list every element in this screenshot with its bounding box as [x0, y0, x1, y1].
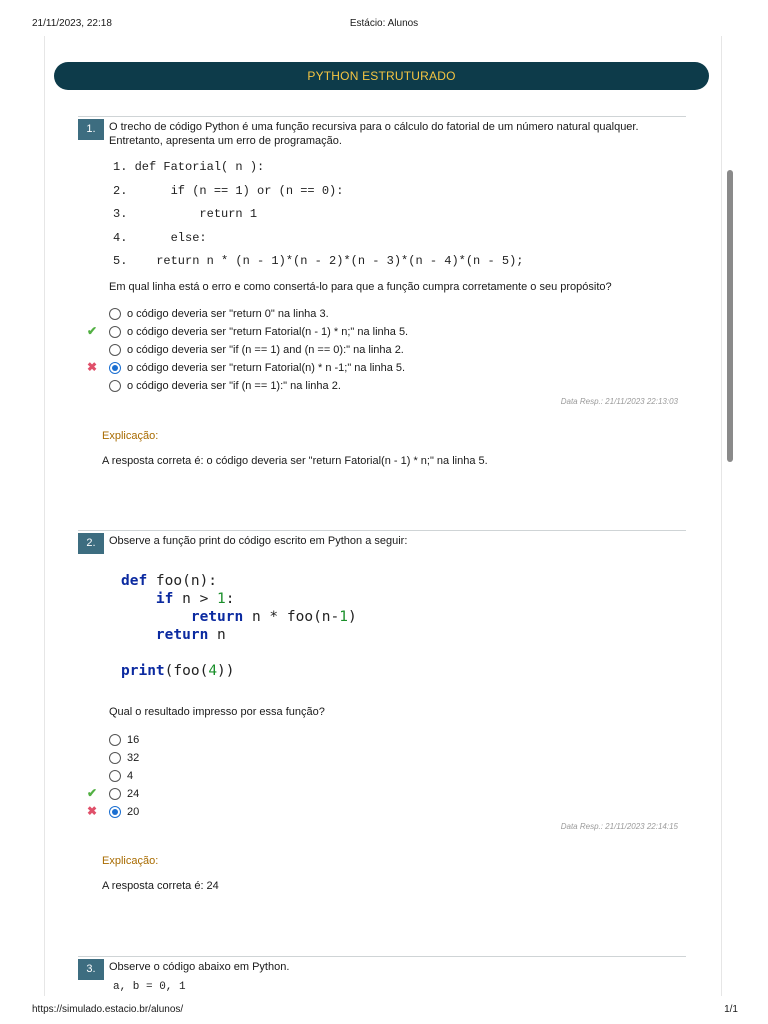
question-prompt: Qual o resultado impresso por essa função? — [109, 706, 325, 718]
code-keyword: if — [155, 591, 174, 607]
question-number: 3. — [78, 959, 104, 980]
question-divider — [78, 116, 686, 117]
page-frame-right — [721, 36, 722, 996]
code-line — [121, 572, 357, 590]
code-line-partial: a, b = 0, 1 — [113, 981, 186, 993]
code-line: 4. else: — [113, 230, 207, 245]
code-number: 1 — [339, 609, 348, 625]
option-label: o código deveria ser "if (n == 1):" na linha 2. — [127, 380, 341, 392]
code-text: n * foo(n- — [243, 609, 340, 625]
x-icon: ✖ — [87, 360, 98, 374]
x-icon: ✖ — [87, 804, 98, 818]
answer-timestamp: Data Resp.: 21/11/2023 22:14:15 — [560, 822, 678, 831]
radio-button[interactable] — [109, 344, 121, 356]
code-keyword: def — [121, 573, 148, 589]
code-text: (foo( — [164, 663, 209, 679]
code-line — [121, 590, 357, 608]
option-label: o código deveria ser "return Fatorial(n) * n -1;" na linha 5. — [127, 362, 406, 374]
code-block — [121, 572, 357, 680]
code-line — [121, 608, 357, 626]
code-text: n — [208, 627, 226, 643]
option-label: 24 — [127, 788, 140, 800]
print-datetime: 21/11/2023, 22:18 — [32, 18, 112, 29]
radio-button[interactable] — [109, 770, 121, 782]
code-keyword: print — [121, 663, 165, 679]
check-icon: ✔ — [87, 786, 98, 800]
question-number: 1. — [78, 119, 104, 140]
option-label: o código deveria ser "if (n == 1) and (n == 0):" na linha 2. — [127, 344, 404, 356]
code-number: 1 — [217, 591, 226, 607]
option-label: 4 — [127, 770, 134, 782]
explanation-label: Explicação: — [102, 855, 159, 867]
code-text: )) — [217, 663, 235, 679]
scrollbar-thumb[interactable] — [727, 170, 733, 462]
code-block — [113, 156, 523, 274]
question-1 — [78, 116, 686, 476]
code-line: 1. def Fatorial( n ): — [113, 160, 265, 174]
radio-button-selected[interactable] — [109, 362, 121, 374]
option-label: 16 — [127, 734, 140, 746]
code-line — [121, 662, 357, 680]
option-label: o código deveria ser "return Fatorial(n - 1) * n;" na linha 5. — [127, 326, 409, 338]
code-text: n > — [173, 591, 218, 607]
question-3 — [78, 956, 686, 1000]
code-text: ) — [348, 609, 357, 625]
radio-button[interactable] — [109, 380, 121, 392]
code-number: 4 — [208, 663, 218, 679]
check-icon: ✔ — [87, 324, 98, 338]
radio-button[interactable] — [109, 326, 121, 338]
radio-button[interactable] — [109, 734, 121, 746]
print-title: Estácio: Alunos — [349, 18, 419, 29]
radio-button-selected[interactable] — [109, 806, 121, 818]
radio-button[interactable] — [109, 788, 121, 800]
subject-banner: PYTHON ESTRUTURADO — [54, 62, 709, 90]
code-keyword: return — [155, 627, 209, 643]
code-line — [121, 644, 357, 662]
question-text: Observe o código abaixo em Python. — [109, 961, 290, 973]
explanation-text: A resposta correta é: o código deveria ser "return Fatorial(n - 1) * n;" na linha 5. — [102, 455, 488, 467]
code-line: 3. return 1 — [113, 207, 258, 221]
code-text: : — [225, 591, 235, 607]
question-2 — [78, 530, 686, 900]
page-frame-left — [44, 36, 45, 996]
code-keyword: return — [190, 609, 244, 625]
print-header — [0, 0, 768, 44]
option-label: 20 — [127, 806, 140, 818]
code-line: 2. if (n == 1) or (n == 0): — [113, 183, 344, 198]
code-line: 5. return n * (n - 1)*(n - 2)*(n - 3)*(n - 4)*(n - 5); — [113, 254, 524, 268]
explanation-label: Explicação: — [102, 430, 159, 442]
print-footer — [0, 1002, 768, 1024]
answer-timestamp: Data Resp.: 21/11/2023 22:13:03 — [560, 397, 678, 406]
code-line — [121, 626, 357, 644]
code-text: foo(n): — [147, 573, 218, 589]
question-text: Observe a função print do código escrito em Python a seguir: — [109, 535, 408, 547]
question-prompt: Em qual linha está o erro e como consertá-lo para que a função cumpra corretamente o seu propósito? — [109, 281, 612, 293]
print-url: https://simulado.estacio.br/alunos/ — [32, 1004, 184, 1015]
question-divider — [78, 956, 686, 957]
radio-button[interactable] — [109, 752, 121, 764]
question-text: O trecho de código Python é uma função recursiva para o cálculo do fatorial de um número natural qualquer. Entretanto, apresenta um erro de programação. — [109, 121, 639, 147]
question-divider — [78, 530, 686, 531]
print-page-number: 1/1 — [724, 1004, 738, 1015]
option-label: o código deveria ser "return 0" na linha 3. — [127, 308, 329, 320]
option-label: 32 — [127, 752, 140, 764]
radio-button[interactable] — [109, 308, 121, 320]
question-number: 2. — [78, 533, 104, 554]
explanation-text: A resposta correta é: 24 — [102, 880, 219, 892]
